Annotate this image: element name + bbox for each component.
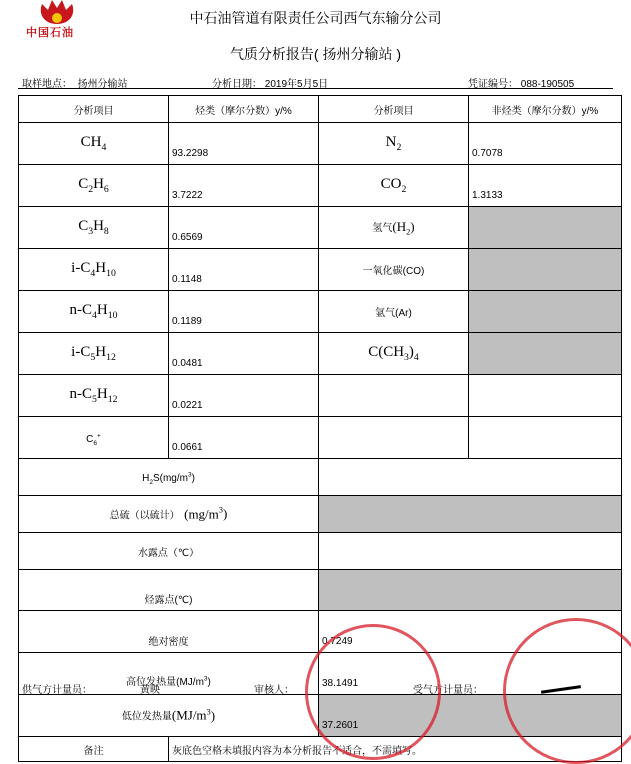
label-ch3-4: $C(CH_3)_4$ [319, 333, 469, 375]
label-nc5h12: $n-C_5H_{12}$ [19, 375, 169, 417]
value-total-sulfur [319, 496, 622, 533]
value-ic5h12: 0.0481 [169, 333, 319, 375]
label-hc-dew-point: 烃露点(℃) [19, 570, 319, 611]
value-water-dew-point [319, 533, 622, 570]
value-n2: 0.7078 [469, 123, 622, 165]
table-row [19, 375, 622, 417]
label-total-sulfur: 总硫（以硫计） $(mg/m^3)$ [19, 496, 319, 533]
header-nonhydrocarbon: 非烃类（摩尔分数）y/% [469, 96, 622, 123]
label-ic4h10: $i-C_4H_{10}$ [19, 249, 169, 291]
table-row [19, 533, 622, 570]
certificate-number: 凭证编号： 088-190505 [468, 79, 575, 90]
supplier-label: 供气方计量员： [22, 685, 92, 696]
company-seal [305, 624, 441, 760]
value-nc4h10: 0.1189 [169, 291, 319, 333]
value-c6plus: 0.0661 [169, 417, 319, 459]
header-hydrocarbon: 烃类（摩尔分数）y/% [169, 96, 319, 123]
label-density: 绝对密度 [19, 611, 319, 653]
sampling-location: 取样地点： 扬州分输站 [22, 79, 128, 90]
value-ar [469, 291, 622, 333]
value-h2 [469, 207, 622, 249]
label-hhv: 高位发热量$(MJ/m^3)$ [19, 653, 319, 695]
value-hc-dew-point [319, 570, 622, 611]
value-hhv: 38.1491 [319, 653, 622, 695]
value-density: 0.7249 [319, 611, 622, 653]
table-row [19, 570, 622, 611]
label-co2: $CO_2$ [319, 165, 469, 207]
value-ch3-4 [469, 333, 622, 375]
company-name: 中石油管道有限责任公司西气东输分公司 [189, 10, 442, 26]
label-nc4h10: $n-C_4H_{10}$ [19, 291, 169, 333]
label-ch4: $CH_4$ [19, 123, 169, 165]
empty-cell [469, 375, 622, 417]
label-water-dew-point: 水露点（℃） [19, 533, 319, 570]
value-ic4h10: 0.1148 [169, 249, 319, 291]
value-co2: 1.3133 [469, 165, 622, 207]
value-c3h8: 0.6569 [169, 207, 319, 249]
table-row [19, 123, 622, 165]
value-lhv: 37.2601 [319, 695, 622, 737]
label-ic5h12: $i-C_5H_{12}$ [19, 333, 169, 375]
label-c6plus: $C_6^+$ [19, 417, 169, 459]
label-c3h8: $C_3H_8$ [19, 207, 169, 249]
table-row [19, 291, 622, 333]
label-ar: 氩气(Ar) [319, 291, 469, 333]
empty-cell [319, 417, 469, 459]
table-row [19, 249, 622, 291]
empty-cell [469, 417, 622, 459]
table-row [19, 459, 622, 496]
label-h2: 氢气$(H_2)$ [319, 207, 469, 249]
value-c2h6: 3.7222 [169, 165, 319, 207]
supplier-signature: 黄映 [140, 685, 160, 696]
label-n2: $N_2$ [319, 123, 469, 165]
empty-cell [319, 375, 469, 417]
receiver-label: 受气方计量员： [413, 685, 483, 696]
value-ch4: 93.2298 [169, 123, 319, 165]
label-lhv: 低位发热量$(MJ/m^3)$ [19, 695, 319, 737]
table-row [19, 417, 622, 459]
table-header-row [19, 96, 622, 123]
label-h2s: $H_2S(mg/m^3)$ [19, 459, 319, 496]
value-remark: 灰底色空格未填报内容为本分析报告不适合，不需填写。 [169, 737, 622, 762]
value-nc5h12: 0.0221 [169, 375, 319, 417]
header-item-2: 分析项目 [319, 96, 469, 123]
reviewer-label: 审核人： [254, 685, 294, 696]
table-row [19, 496, 622, 533]
label-remark: 备注 [19, 737, 169, 762]
report-title: 气质分析报告( 扬州分输站 ) [229, 46, 402, 62]
table-row [19, 207, 622, 249]
value-co [469, 249, 622, 291]
header-item-1: 分析项目 [19, 96, 169, 123]
divider [18, 88, 613, 89]
value-h2s [319, 459, 622, 496]
label-c2h6: $C_2H_6$ [19, 165, 169, 207]
analysis-date: 分析日期： 2019年5月5日 [212, 79, 329, 90]
logo-text: 中国石油 [26, 27, 74, 39]
table-row [19, 333, 622, 375]
label-co: 一氧化碳(CO) [319, 249, 469, 291]
table-row [19, 165, 622, 207]
